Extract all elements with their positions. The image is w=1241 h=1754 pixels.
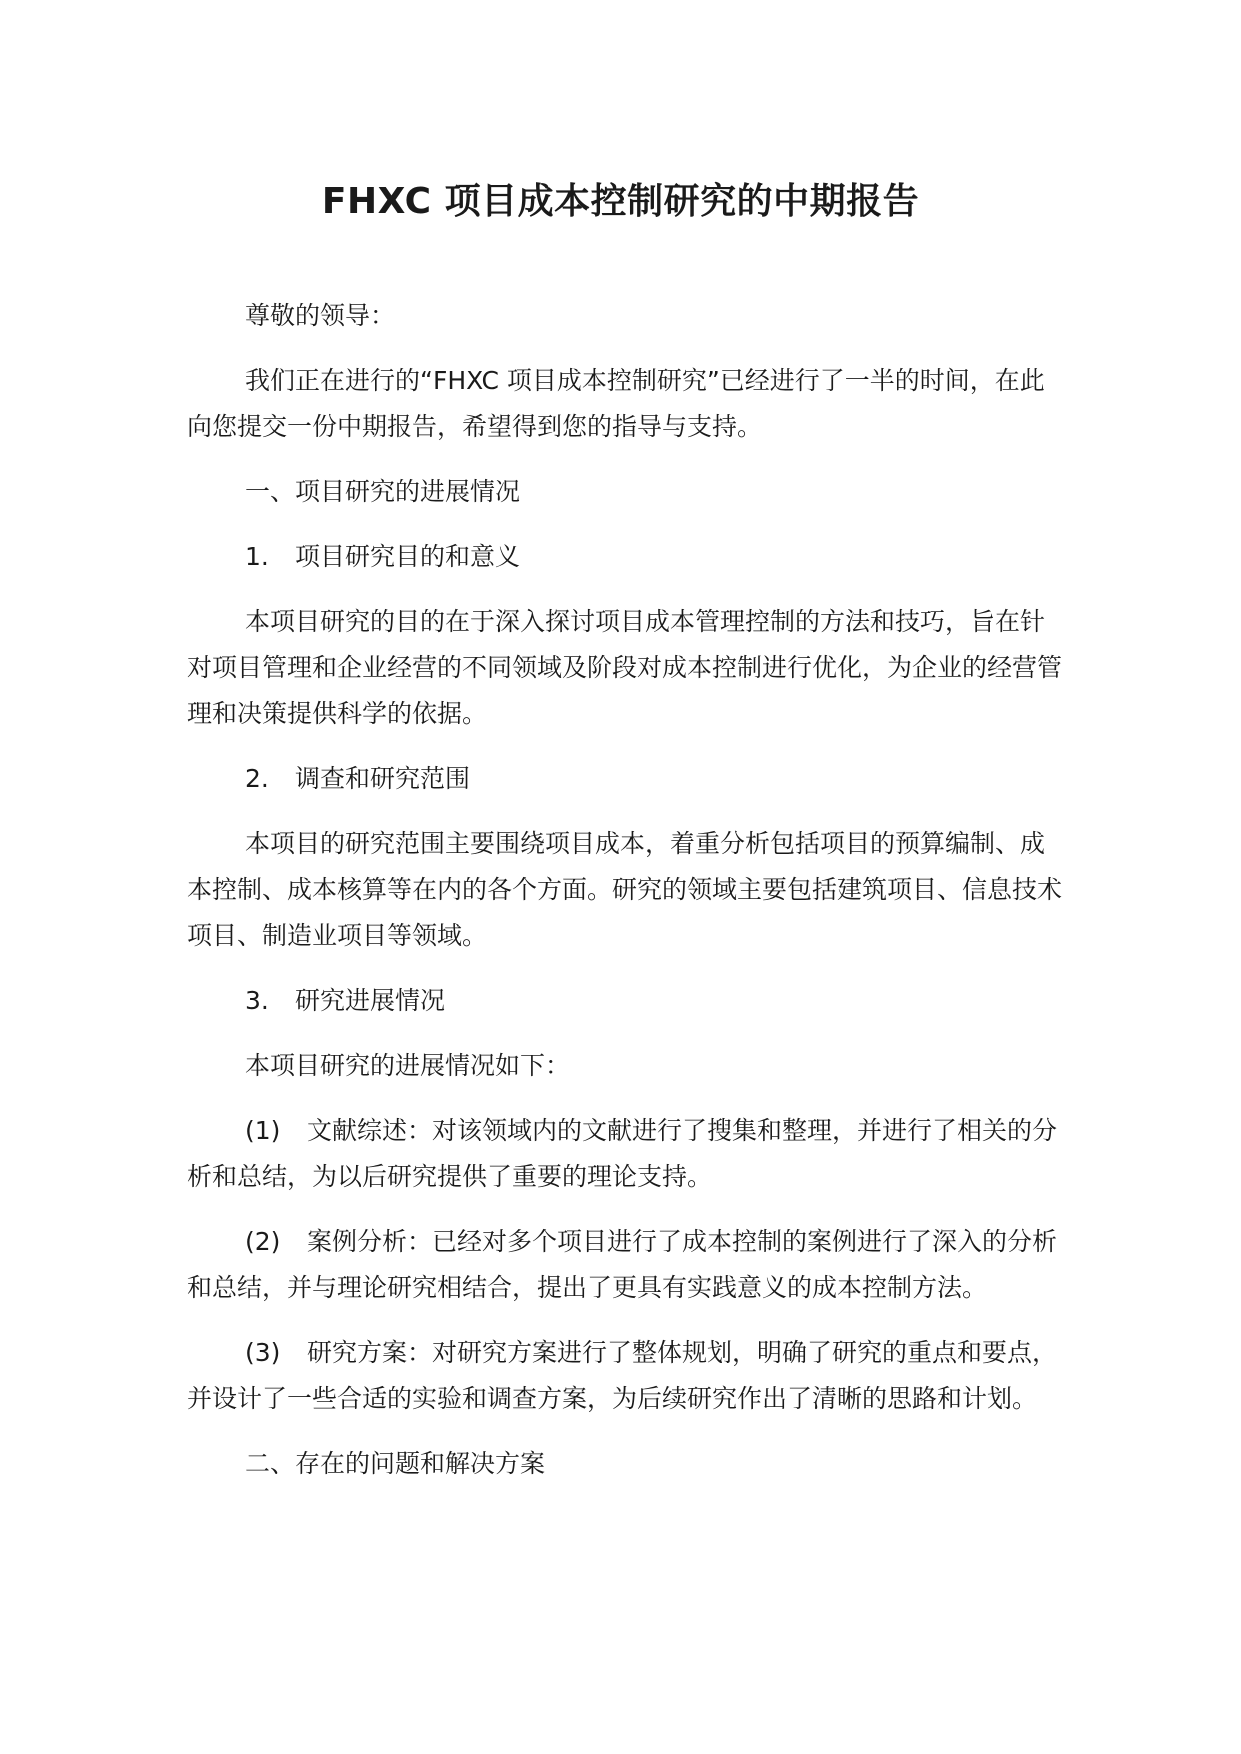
body-paragraph: 本项目研究的目的在于深入探讨项目成本管理控制的方法和技巧，旨在针对项目管理和企业经营的不同领域及阶段对成本控制进行优化，为企业的经营管理和决策提供科学的依据。	[187, 607, 1063, 728]
progress-text: 文献综述：对该领域内的文献进行了搜集和整理，并进行了相关的分析和总结，为以后研究提供了重要的理论支持。	[187, 1116, 1058, 1191]
progress-number: (1)	[245, 1116, 281, 1145]
subsection-heading	[187, 756, 1065, 802]
progress-item	[187, 1330, 1065, 1422]
progress-item	[187, 1219, 1065, 1311]
progress-number: (2)	[245, 1227, 281, 1256]
progress-text: 案例分析：已经对多个项目进行了成本控制的案例进行了深入的分析和总结，并与理论研究相结合，提出了更具有实践意义的成本控制方法。	[187, 1227, 1058, 1302]
subsection-number: 3.	[245, 986, 269, 1015]
subsection-title: 项目研究目的和意义	[295, 542, 521, 571]
greeting: 尊敬的领导：	[245, 301, 396, 330]
progress-text: 研究方案：对研究方案进行了整体规划，明确了研究的重点和要点，并设计了一些合适的实验和调查方案，为后续研究作出了清晰的思路和计划。	[187, 1338, 1058, 1413]
progress-item	[187, 1108, 1065, 1200]
document-title: FHXC 项目成本控制研究的中期报告	[321, 181, 920, 222]
section-heading: 一、项目研究的进展情况	[245, 477, 521, 506]
subsection-title: 调查和研究范围	[295, 764, 471, 793]
document-body	[187, 293, 1065, 1506]
subsection-title: 研究进展情况	[295, 986, 446, 1015]
body-paragraph: 本项目研究的进展情况如下：	[245, 1051, 571, 1080]
subsection-number: 2.	[245, 764, 269, 793]
body-paragraph: 本项目的研究范围主要围绕项目成本，着重分析包括项目的预算编制、成本控制、成本核算等在内的各个方面。研究的领域主要包括建筑项目、信息技术项目、制造业项目等领域。	[187, 829, 1063, 950]
section-heading: 二、存在的问题和解决方案	[245, 1449, 546, 1478]
subsection-heading	[187, 978, 1065, 1024]
subsection-number: 1.	[245, 542, 269, 571]
progress-number: (3)	[245, 1338, 281, 1367]
intro-paragraph: 我们正在进行的“FHXC 项目成本控制研究”已经进行了一半的时间，在此向您提交一份中期报告，希望得到您的指导与支持。	[187, 366, 1045, 441]
subsection-heading	[187, 534, 1065, 580]
